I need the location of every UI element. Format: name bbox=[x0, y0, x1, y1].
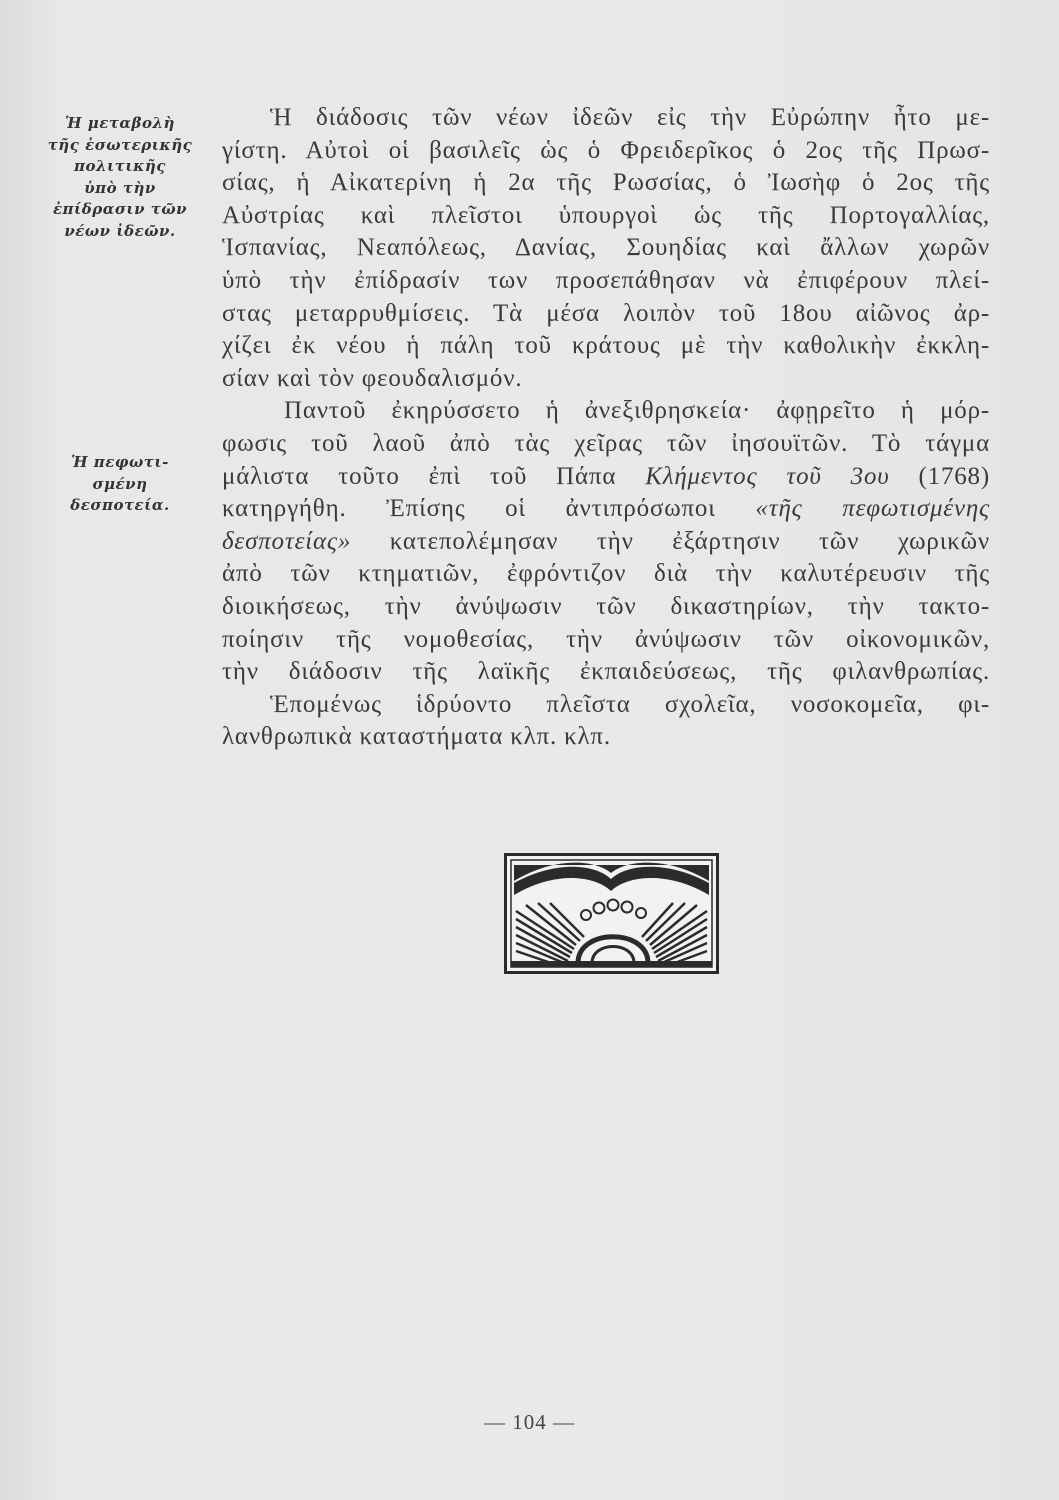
text-line: λανθρωπικὰ καταστήματα κλπ. κλπ. bbox=[222, 723, 611, 751]
text-line: στας μεταρρυθμίσεις. Τὰ μέσα λοιπὸν τοῦ 18ου αἰῶνος ἀρ- bbox=[222, 299, 990, 327]
text-line: ὑπὸ τὴν ἐπίδρασίν των προσεπάθησαν νὰ ἐπιφέρουν πλεί- bbox=[222, 266, 990, 294]
text-segment: κατεπολέμησαν τὴν ἐξάρτησιν τῶν χωρικῶν bbox=[389, 527, 990, 555]
year: (1768) bbox=[918, 462, 990, 490]
margin-note-line: τῆς ἐσωτερικῆς bbox=[47, 135, 193, 154]
text-segment: κατηργήθη. Ἐπίσης οἱ ἀντιπρόσωποι bbox=[222, 495, 716, 523]
text-line: χίζει ἐκ νέου ἡ πάλη τοῦ κράτους μὲ τὴν καθολικὴν ἐκκλη- bbox=[222, 332, 990, 360]
text-line: ἀπὸ τῶν κτηματιῶν, ἐφρόντιζον διὰ τὴν καλυτέρευσιν τῆς bbox=[222, 560, 990, 588]
margin-note-line: σμένη bbox=[92, 474, 148, 493]
decorative-fan-ornament-icon bbox=[504, 853, 719, 974]
text-line: διοικήσεως, τὴν ἀνύψωσιν τῶν δικαστηρίων, τὴν τακτο- bbox=[222, 592, 990, 620]
text-line-with-quote bbox=[222, 526, 990, 559]
margin-note-internal-policy bbox=[25, 113, 215, 242]
text-line: σίαν καὶ τὸν φεουδαλισμόν. bbox=[222, 364, 523, 392]
margin-note-line: ἐπίδρασιν τῶν bbox=[52, 200, 188, 218]
margin-note-line: Ἡ πεφωτι- bbox=[71, 453, 169, 471]
margin-note-line: πολιτικῆς bbox=[74, 157, 166, 175]
text-line: ποίησιν τῆς νομοθεσίας, τὴν ἀνύψωσιν τῶν οἰκονομικῶν, bbox=[222, 625, 990, 653]
margin-note-enlightened-despotism bbox=[25, 452, 215, 517]
margin-note-line: νέων ἰδεῶν. bbox=[64, 221, 176, 240]
pope-name: Κλήμεντος τοῦ 3ου bbox=[645, 462, 890, 490]
text-line: Ἱσπανίας, Νεαπόλεως, Δανίας, Σουηδίας καὶ ἄλλων χωρῶν bbox=[222, 234, 990, 262]
text-line: σίας, ἡ Αἰκατερίνη ἡ 2α τῆς Ρωσσίας, ὁ Ἰωσὴφ ὁ 2ος τῆς bbox=[222, 169, 990, 197]
text-line: τὴν διάδοσιν τῆς λαϊκῆς ἐκπαιδεύσεως, τῆς φιλανθρωπίας. bbox=[222, 658, 990, 686]
text-line: φωσις τοῦ λαοῦ ἀπὸ τὰς χεῖρας τῶν ἰησουϊτῶν. Τὸ τάγμα bbox=[222, 429, 990, 457]
text-line: Αὐστρίας καὶ πλεῖστοι ὑπουργοὶ ὡς τῆς Πορτογαλλίας, bbox=[222, 201, 990, 229]
quote-end: δεσποτείας» bbox=[222, 527, 352, 555]
text-line: Ἑπομένως ἱδρύοντο πλεῖστα σχολεῖα, νοσοκομεῖα, φι- bbox=[270, 690, 990, 718]
text-line: γίστη. Αὐτοὶ οἱ βασιλεῖς ὡς ὁ Φρειδερῖκος ὁ 2ος τῆς Πρωσ- bbox=[222, 136, 990, 164]
text-line: Ἡ διάδοσις τῶν νέων ἰδεῶν εἰς τὴν Εὐρώπην ἦτο με- bbox=[270, 104, 990, 131]
margin-note-line: δεσποτεία. bbox=[70, 496, 170, 514]
margin-note-line: Ἡ μεταβολὴ bbox=[65, 114, 175, 132]
text-line-with-quote bbox=[222, 493, 990, 526]
text-line: Παντοῦ ἐκηρύσσετο ἡ ἀνεξιθρησκεία· ἀφῃρεῖτο ἡ μόρ- bbox=[284, 397, 990, 425]
text-line-with-pope bbox=[222, 461, 990, 494]
page-number: — 104 — bbox=[484, 1410, 575, 1434]
body-text bbox=[222, 102, 990, 754]
quote-start: «τῆς πεφωτισμένης bbox=[755, 495, 990, 523]
text-segment: μάλιστα τοῦτο ἐπὶ τοῦ Πάπα bbox=[222, 462, 617, 490]
margin-note-line: ὑπὸ τὴν bbox=[84, 178, 156, 197]
